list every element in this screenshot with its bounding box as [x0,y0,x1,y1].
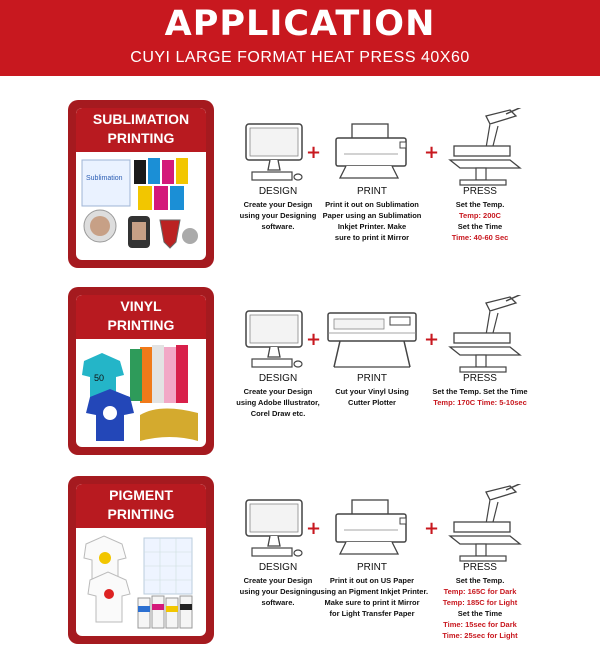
print-line: Cutter Plotter [348,398,396,407]
section-2 [0,476,600,656]
print-line: Print it out on US Paper [329,576,415,585]
plus-icon: + [424,518,440,539]
cutter-plotter-icon [324,307,420,374]
monitor-icon [242,496,306,565]
print-title: PRINT [357,373,387,384]
section-0 [0,100,600,280]
design-line: software. [261,222,295,231]
press-setting-label: Set the Temp. [455,576,505,585]
svg-text:50: 50 [94,373,105,383]
design-title: DESIGN [258,562,298,573]
press-setting-label: Set the Time [457,609,503,618]
card-inner [76,108,206,260]
card-title: PIGMENT PRINTING [107,487,175,522]
design-line: using your Designing [239,587,317,596]
press-setting-label: Set the Temp. [455,200,505,209]
card-banner [76,295,206,339]
svg-text:Sublimation: Sublimation [86,175,123,182]
design-line: Corel Draw etc. [250,409,306,418]
press-setting-value: Time: 25sec for Light [442,631,518,640]
design-line: Create your Design [243,387,313,396]
print-line: for Light Transfer Paper [329,609,415,618]
design-line: Create your Design [243,200,313,209]
page-title: APPLICATION [164,4,436,44]
design-title: DESIGN [258,186,298,197]
monitor-icon [242,307,306,376]
printer-icon [330,496,416,565]
heat-press-icon [446,295,530,380]
print-title: PRINT [357,186,387,197]
print-line: Print it out on Sublimation [325,200,419,209]
monitor-icon [242,120,306,189]
card-title: SUBLIMATION PRINTING [92,111,190,146]
press-setting-label: Set the Temp. Set the Time [432,387,528,396]
print-line: Make sure to print it Mirror [324,598,420,607]
plus-icon: + [306,518,322,539]
card-photo [80,532,202,632]
design-line: using your Designing [239,211,317,220]
card-banner [76,108,206,152]
section-1 [0,287,600,467]
plus-icon: + [306,142,322,163]
press-setting-value: Temp: 165C for Dark [443,587,517,596]
heat-press-icon [446,484,530,569]
press-setting-value: Temp: 185C for Light [442,598,518,607]
press-setting-value: Time: 15sec for Dark [443,620,517,629]
print-title: PRINT [357,562,387,573]
press-setting-label: Set the Time [457,222,503,231]
design-line: using Adobe Illustrator, [236,398,320,407]
press-title: PRESS [463,562,497,573]
card-inner [76,295,206,447]
header-banner [0,0,600,76]
application-card [68,100,214,268]
page-subtitle: CUYI LARGE FORMAT HEAT PRESS 40X60 [130,49,470,66]
print-line: sure to print it Mirror [334,233,410,242]
press-setting-value: Time: 40-60 Sec [451,233,509,242]
print-line: using an Pigment Inkjet Printer. [315,587,429,596]
card-photo [80,343,202,443]
design-line: software. [261,598,295,607]
press-text [420,386,540,408]
print-text [312,199,432,243]
application-card [68,476,214,644]
heat-press-icon [446,108,530,193]
press-setting-value: Temp: 200C [459,211,501,220]
plus-icon: + [306,329,322,350]
print-line: Inkjet Printer. Make [337,222,407,231]
design-title: DESIGN [258,373,298,384]
card-inner [76,484,206,636]
design-line: Create your Design [243,576,313,585]
card-banner [76,484,206,528]
press-title: PRESS [463,186,497,197]
press-text [420,199,540,243]
print-line: Cut your Vinyl Using [335,387,409,396]
plus-icon: + [424,142,440,163]
print-text [312,386,432,408]
print-text [312,575,432,619]
press-text [420,575,540,641]
print-line: Paper using an Sublimation [322,211,422,220]
plus-icon: + [424,329,440,350]
application-card [68,287,214,455]
card-title: VINYL PRINTING [107,298,175,333]
printer-icon [330,120,416,189]
press-setting-value: Temp: 170C Time: 5-10sec [433,398,527,407]
card-photo [80,156,202,256]
press-title: PRESS [463,373,497,384]
